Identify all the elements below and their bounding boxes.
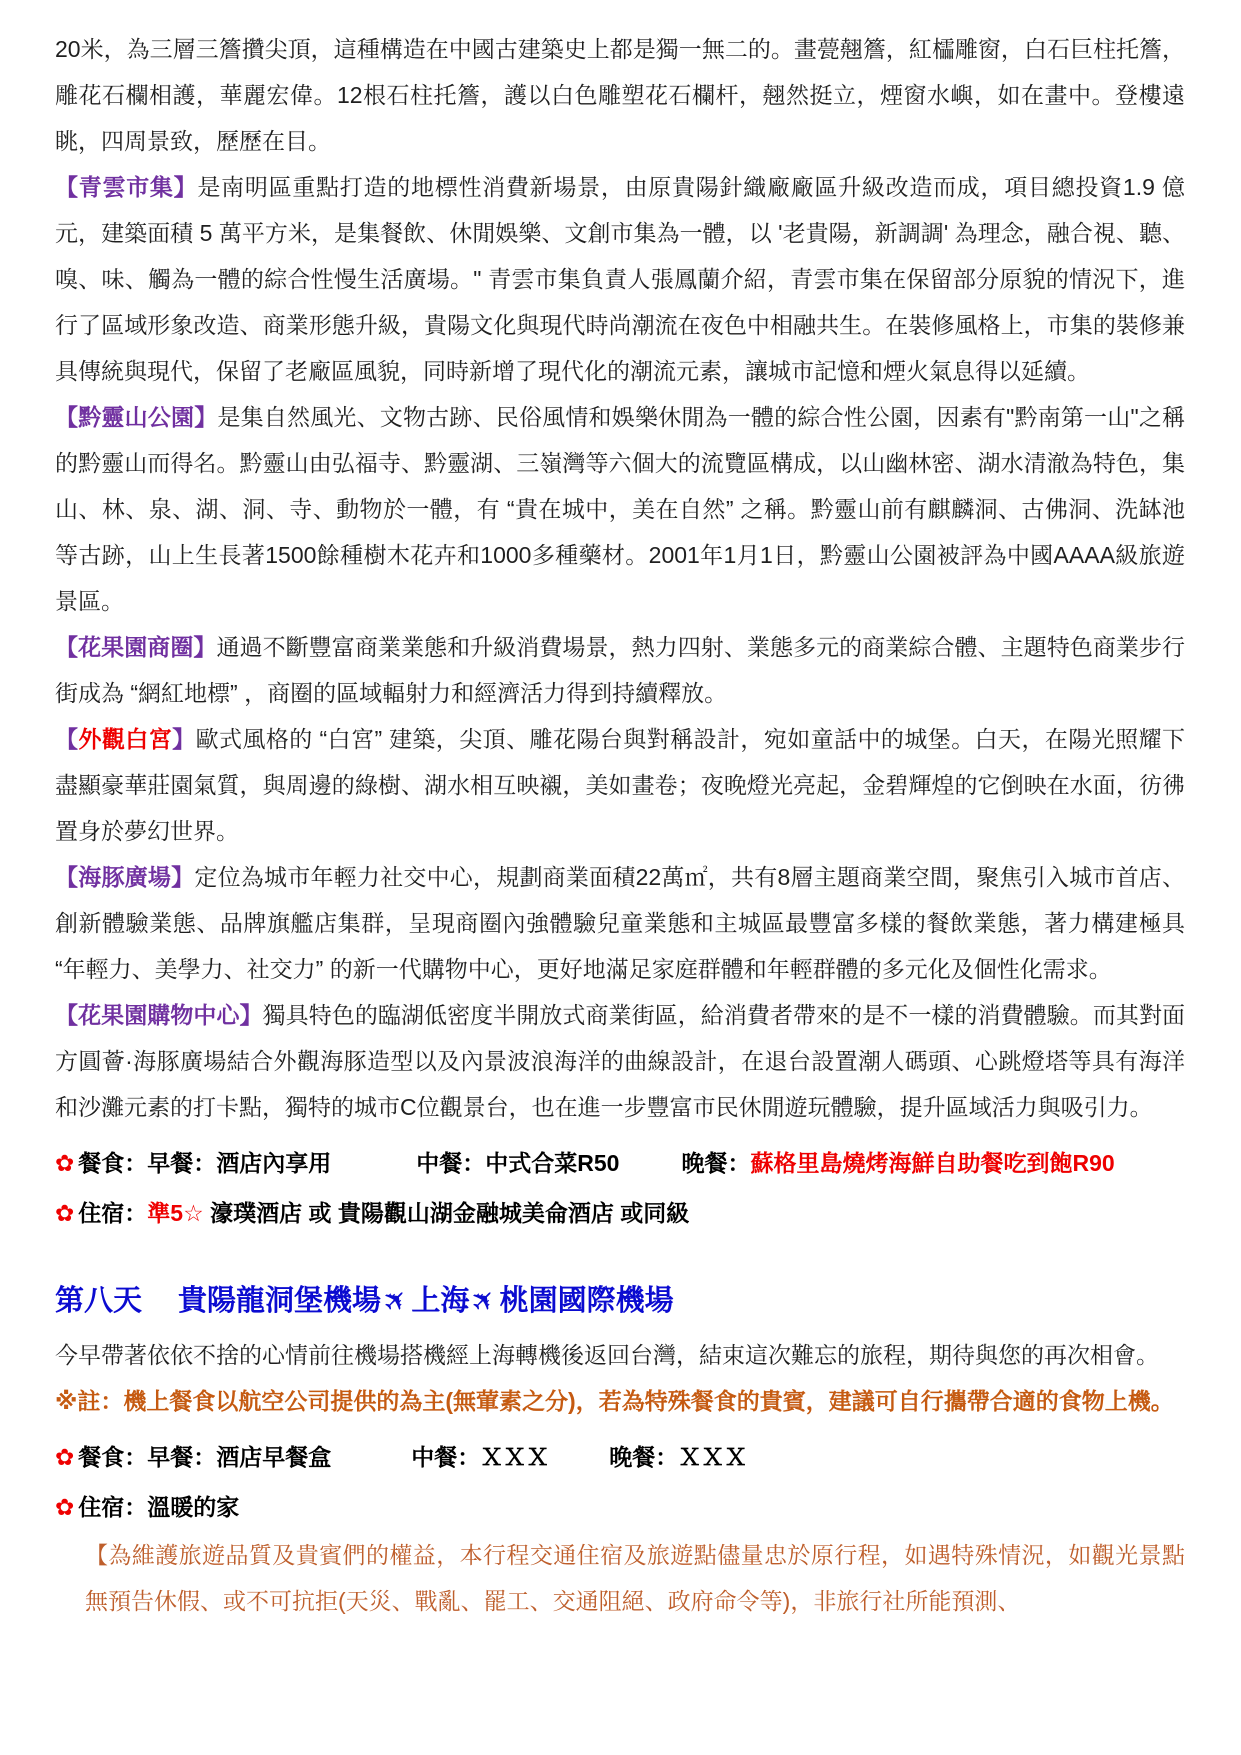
section-qianling-park	[55, 394, 1185, 624]
note-marker: ※註：	[55, 1388, 124, 1414]
day8-block	[55, 1276, 1185, 1624]
section-text: 定位為城市年輕力社交中心，規劃商業面積22萬㎡，共有8層主題商業空間，聚焦引入城市首店、創新體驗業態、品牌旗艦店集群，呈現商圈內強體驗兒童業態和主城區最豐富多樣的餐飲業態，著力構建極具 “年輕力、美學力、社交力” 的新一代購物中心，更好地滿足家庭群體和年輕群體的多元化及個性化需求。	[55, 864, 1186, 982]
airplane-icon: ✈	[464, 1281, 505, 1321]
day8-paragraph: 今早帶著依依不捨的心情前往機場搭機經上海轉機後返回台灣，結束這次難忘的旅程，期待與您的再次相會。	[55, 1342, 1159, 1368]
section-text: 是集自然風光、文物古跡、民俗風情和娛樂休閒為一體的綜合性公園，因素有"黔南第一山"之稱的黔靈山而得名。黔靈山由弘福寺、黔靈湖、三嶺灣等六個大的流覽區構成，以山幽林密、湖水清澈為特色，集山、林、泉、湖、洞、寺、動物於一體，有 “貴在城中，美在自然” 之稱。黔靈山前有麒麟洞、古佛洞、洗缽池等古跡，山上生長著1500餘種樹木花卉和1000多種藥材。2001年1月1日，黔靈山公園被評為中國AAAA級旅遊景區。	[55, 404, 1186, 614]
section-huaguoyuan-mall	[55, 992, 1185, 1130]
flower-icon: ✿	[55, 1444, 75, 1470]
meal-line-day7	[55, 1140, 1185, 1186]
stay-value: 溫暖的家	[147, 1494, 240, 1520]
section-title: 【外觀白宮】	[55, 726, 196, 752]
dinner-value: 晚餐：ＸＸＸ	[609, 1444, 748, 1470]
section-text: 通過不斷豐富商業業態和升級消費場景，熱力四射、業態多元的商業綜合體、主題特色商業步行街成為 “網紅地標” ，商圈的區域輻射力和經濟活力得到持續釋放。	[55, 634, 1185, 706]
section-qingyun-market	[55, 164, 1185, 394]
meals-label: 餐食：	[78, 1150, 148, 1176]
day8-heading	[55, 1276, 1185, 1326]
disclaimer-note: 【為維護旅遊品質及貴賓們的權益，本行程交通住宿及旅遊點儘量忠於原行程，如遇特殊情況，如觀光景點無預告休假、或不可抗拒(天災、戰亂、罷工、交通阻絕、政府命令等)，非旅行社所能預測、	[85, 1542, 1185, 1614]
lunch-value: 中餐：中式合菜R50	[416, 1150, 620, 1176]
section-title: 【花果園購物中心】	[55, 1002, 263, 1028]
stay-label: 住宿：	[78, 1200, 148, 1226]
airplane-icon: ✈	[376, 1281, 417, 1321]
dinner-value: 蘇格里島燒烤海鮮自助餐吃到飽R90	[750, 1150, 1115, 1176]
intro-paragraph: 20米，為三層三簷攢尖頂，這種構造在中國古建築史上都是獨一無二的。畫甍翹簷，紅櫺雕窗，白石巨柱托簷，雕花石欄相護，華麗宏偉。12根石柱托簷，護以白色雕塑花石欄杆，翹然挺立，煙窗水嶼，如在畫中。登樓遠眺，四周景致，歷歷在目。	[55, 36, 1185, 154]
stay-line-day7	[55, 1190, 1185, 1236]
day-label: 第八天	[55, 1285, 143, 1317]
section-text: 獨具特色的臨湖低密度半開放式商業街區，給消費者帶來的是不一樣的消費體驗。而其對面方圓薈·海豚廣場結合外觀海豚造型以及內景波浪海洋的曲線設計，在退台設置潮人碼頭、心跳燈塔等具有海洋和沙灘元素的打卡點，獨特的城市C位觀景台，也在進一步豐富市民休閒遊玩體驗，提升區域活力與吸引力。	[55, 1002, 1185, 1120]
section-title: 【黔靈山公園】	[55, 404, 218, 430]
breakfast-value: 早餐：酒店早餐盒	[147, 1444, 332, 1470]
section-white-house	[55, 716, 1185, 854]
section-text: 歐式風格的 “白宮” 建築，尖頂、雕花陽台與對稱設計，宛如童話中的城堡。白天，在陽光照耀下盡顯豪華莊園氣質，與周邊的綠樹、湖水相互映襯，美如畫卷；夜晚燈光亮起，金碧輝煌的它倒映在水面，彷彿置身於夢幻世界。	[55, 726, 1186, 844]
section-huaguoyuan-district	[55, 624, 1185, 716]
section-title: 【青雲市集】	[55, 174, 198, 200]
flower-icon: ✿	[55, 1150, 75, 1176]
dinner-label: 晚餐：	[681, 1150, 751, 1176]
section-text: 是南明區重點打造的地標性消費新場景，由原貴陽針織廠廠區升級改造而成，項目總投資1.9 億元，建築面積 5 萬平方米，是集餐飲、休閒娛樂、文創市集為一體，以 '老貴陽，新調調' 為理念，融合視、聽、嗅、味、觸為一體的綜合性慢生活廣場。" 青雲市集負責人張鳳蘭介紹，青雲市集在保留部分原貌的情況下，進行了區域形象改造、商業形態升級，貴陽文化與現代時尚潮流在夜色中相融共生。在裝修風格上，市集的裝修兼具傳統與現代，保留了老廠區風貌，同時新增了現代化的潮流元素，讓城市記憶和煙火氣息得以延續。	[55, 174, 1186, 384]
lunch-value: 中餐：ＸＸＸ	[411, 1444, 550, 1470]
flight-meal-note	[55, 1378, 1185, 1424]
flower-icon: ✿	[55, 1494, 75, 1520]
section-dolphin-plaza	[55, 854, 1185, 992]
meal-line-day8	[55, 1434, 1185, 1480]
stay-line-day8	[55, 1484, 1185, 1530]
flower-icon: ✿	[55, 1200, 75, 1226]
route-destination: 桃園國際機場	[499, 1285, 674, 1317]
hotel-names: 濠璞酒店 或 貴陽觀山湖金融城美侖酒店 或同級	[203, 1200, 690, 1226]
route-transfer: 上海	[411, 1285, 470, 1317]
meals-label: 餐食：	[78, 1444, 148, 1470]
breakfast-value: 早餐：酒店內享用	[147, 1150, 332, 1176]
route-origin: 貴陽龍洞堡機場	[178, 1285, 382, 1317]
section-title: 【花果園商圈】	[55, 634, 217, 660]
note-text: 機上餐食以航空公司提供的為主(無葷素之分)，若為特殊餐食的貴賓，建議可自行攜帶合適的食物上機。	[123, 1388, 1174, 1414]
section-title: 【海豚廣場】	[55, 864, 195, 890]
stay-label: 住宿：	[78, 1494, 148, 1520]
hotel-grade: 準5☆	[147, 1200, 204, 1226]
